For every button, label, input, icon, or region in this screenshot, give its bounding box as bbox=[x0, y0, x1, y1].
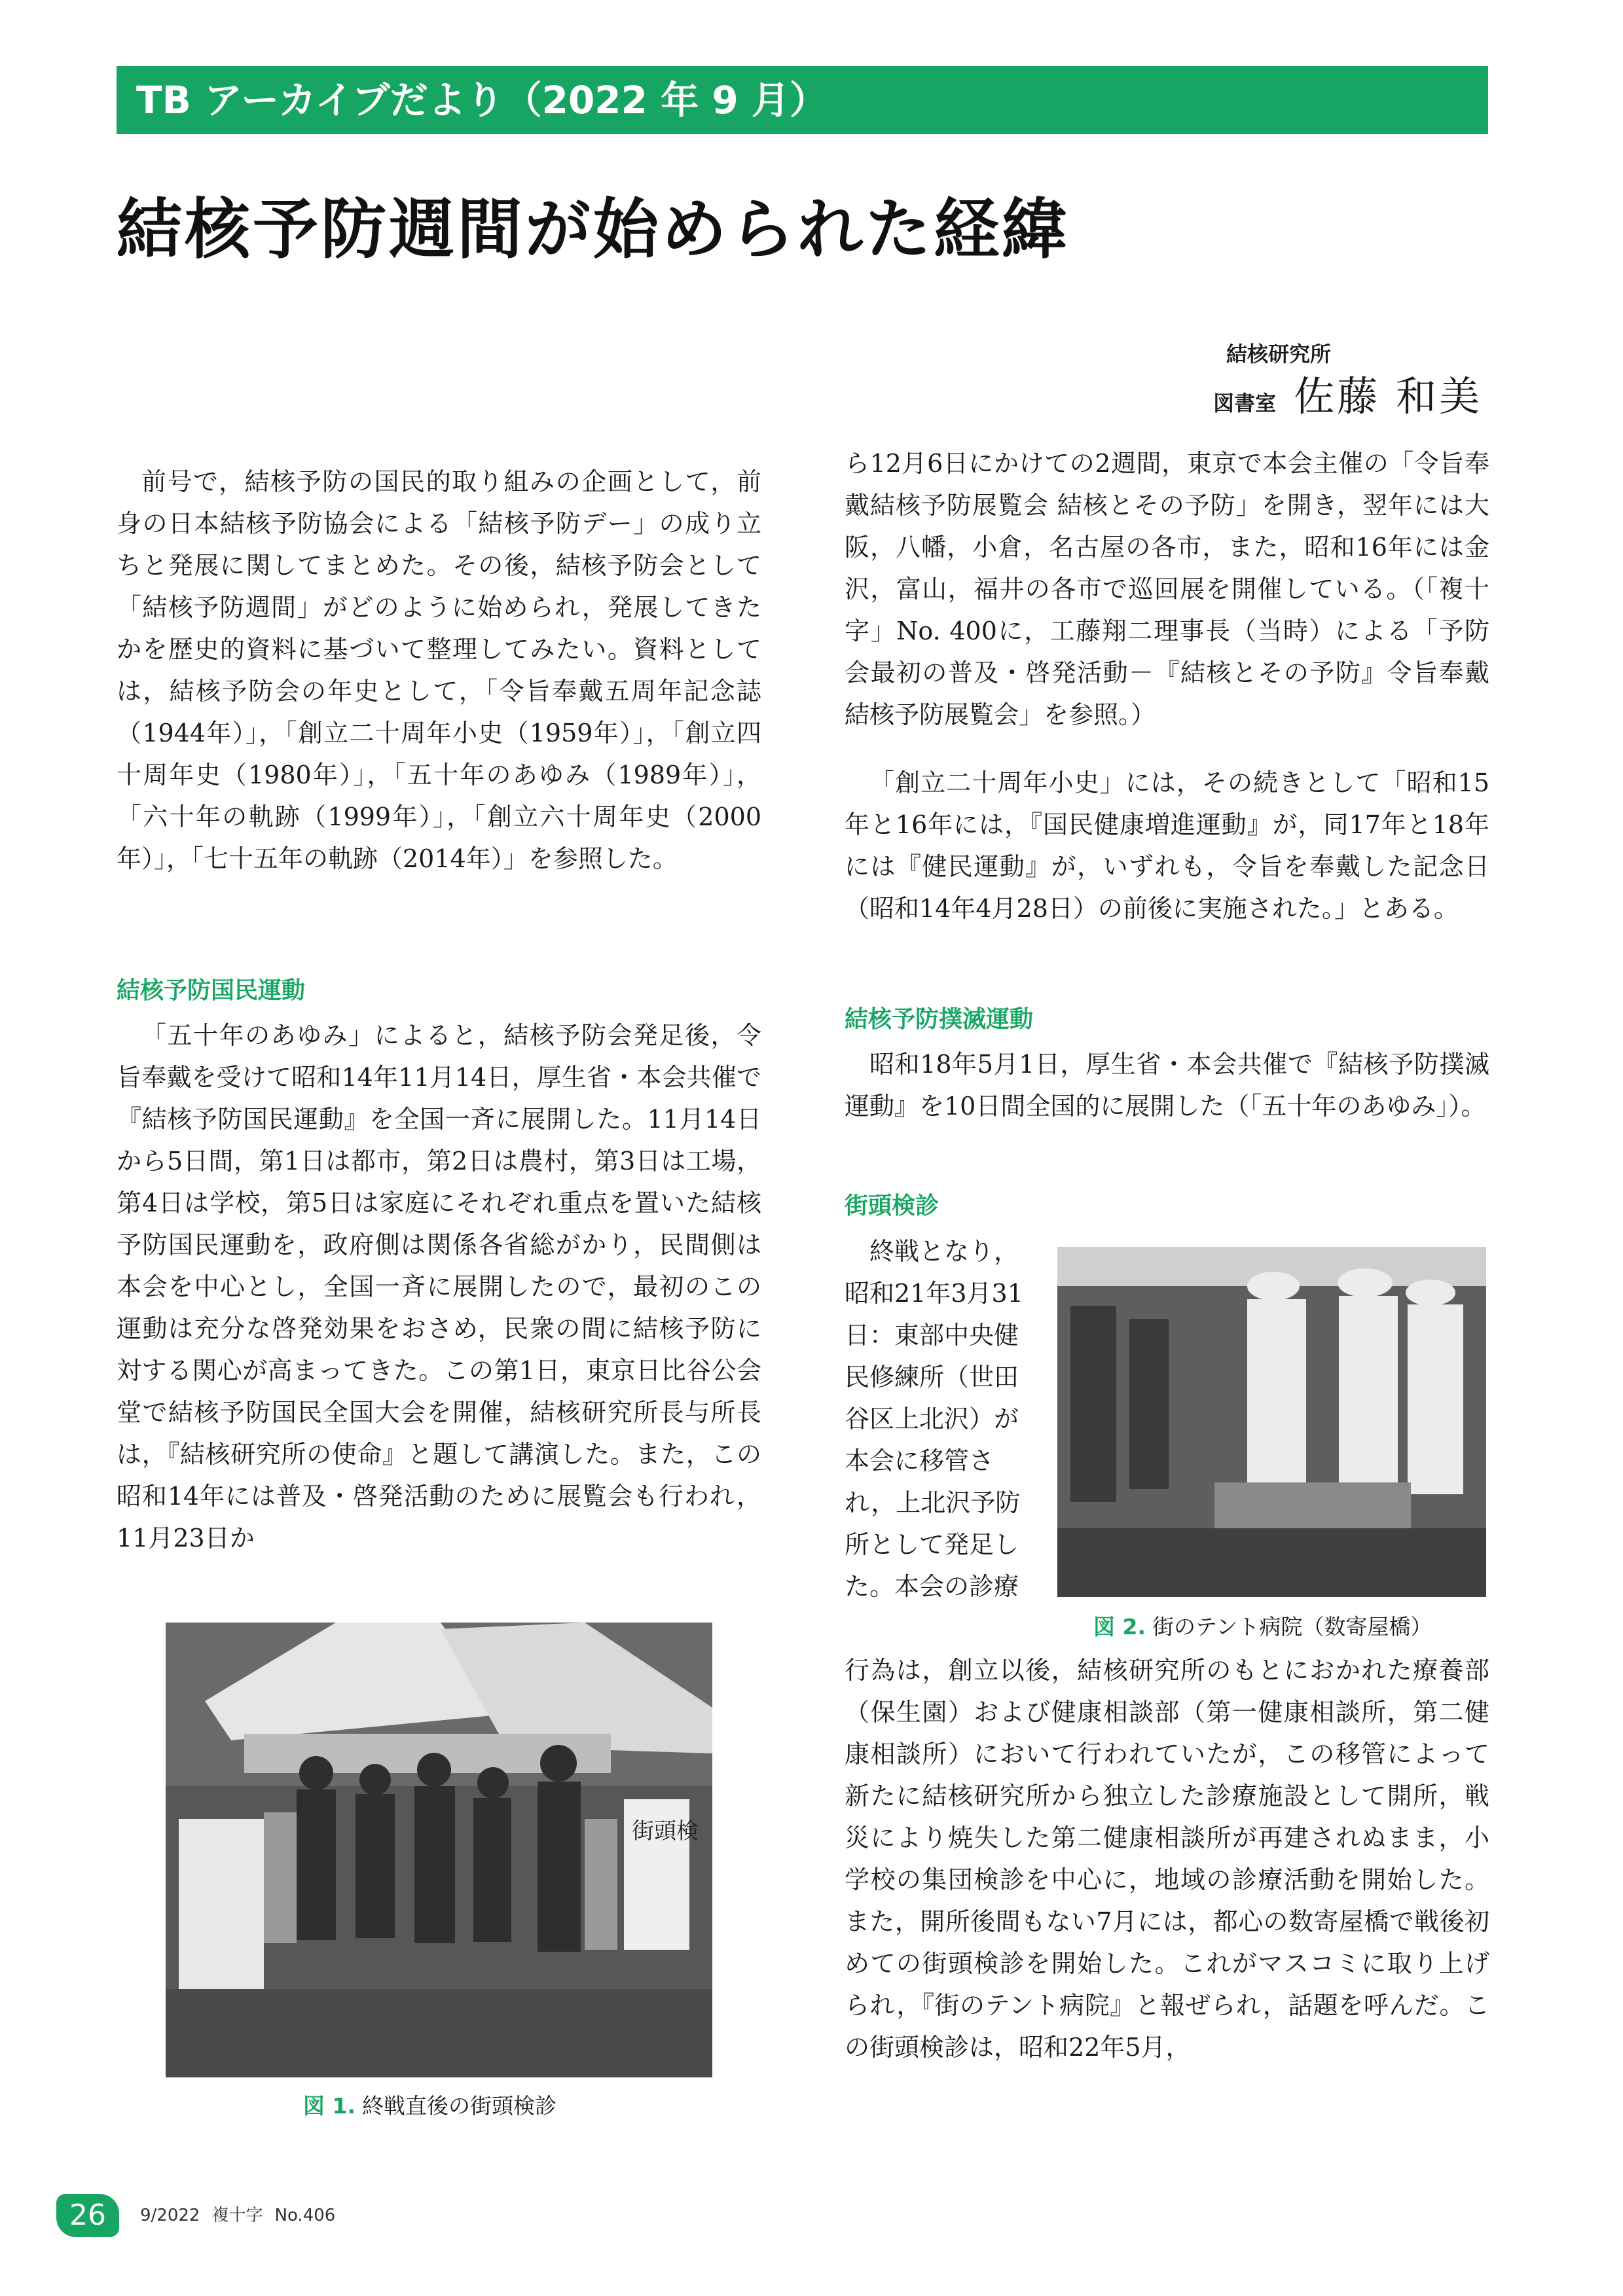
author-byline bbox=[1213, 364, 1482, 422]
author-department: 図書室 bbox=[1213, 391, 1277, 416]
section-bokumetsu-undo-text: 昭和18年5月1日，厚生省・本会共催で『結核予防撲滅運動』を10日間全国的に展開した（「五十年のあゆみ」）。 bbox=[845, 1050, 1489, 1121]
figure-1-caption-text: 終戦直後の街頭検診 bbox=[362, 2093, 556, 2119]
figure-1-photo bbox=[166, 1623, 712, 2077]
street-screening-photo-illustration bbox=[166, 1623, 712, 2077]
series-banner bbox=[117, 66, 1488, 134]
narrow-line: れ，上北沢予防 bbox=[845, 1488, 1021, 1517]
section-gaito-kenshin-text: 行為は，創立以後，結核研究所のもとにおかれた療養部（保生園）および健康相談部（第一健康相談所，第二健康相談所）において行われていたが，この移管によって新たに結核研究所から独立した診療施設として開所，戦災により焼失した第二健康相談所が再建されぬまま，小学校の集団検診を中心に，地域の診療活動を開始した。また，開所後間もない7月には，都心の数寄屋橋で戦後初めての街頭検診を開始した。これがマスコミに取り上げられ，『街のテント病院』と報ぜられ，話題を呼んだ。この街頭検診は，昭和22年5月， bbox=[845, 1656, 1489, 2062]
series-title: TB アーカイブだより（2022 年 9 月） bbox=[136, 78, 828, 122]
page-number-badge bbox=[56, 2194, 119, 2237]
tent-hospital-photo-illustration bbox=[1057, 1247, 1486, 1597]
narrow-line: 昭和21年3月31 bbox=[845, 1279, 1023, 1308]
author-institution: 結核研究所 bbox=[1226, 342, 1331, 367]
narrow-line: 本会に移管さ bbox=[845, 1446, 994, 1475]
figure-2-caption bbox=[1093, 1610, 1432, 1641]
figure-1-label: 図 1. bbox=[303, 2093, 356, 2119]
narrow-line: 日：東部中央健 bbox=[845, 1321, 1019, 1350]
footer-info bbox=[140, 2202, 347, 2226]
section-gaito-kenshin-narrow-lines bbox=[845, 1230, 1041, 1607]
figure-2-photo bbox=[1057, 1247, 1486, 1597]
narrow-line: 終戦となり， bbox=[869, 1237, 1019, 1266]
figure-1-sign-text: 街頭検 bbox=[632, 1818, 699, 1844]
footer-number: No.406 bbox=[274, 2206, 336, 2225]
continuation-paragraph: ら12月6日にかけての2週間，東京で本会主催の「令旨奉戴結核予防展覧会 結核とその予防」を開き，翌年には大阪，八幡，小倉，名古屋の各市，また，昭和16年には金沢，富山，福井の各市で巡回展を開催している。（「複十字」No. 400に，工藤翔二理事長（当時）による「予防会最初の普及・啓発活動－『結核とその予防』令旨奉戴結核予防展覧会」を参照。） bbox=[845, 449, 1489, 729]
intro-paragraph: 前号で，結核予防の国民的取り組みの企画として，前身の日本結核予防協会による「結核予防デー」の成り立ちと発展に関してまとめた。その後，結核予防会として「結核予防週間」がどのように始められ，発展してきたかを歴史的資料に基づいて整理してみたい。資料としては，結核予防会の年史として，「令旨奉戴五周年記念誌（1944年）」，「創立二十周年小史（1959年）」，「創立四十周年史（1980年）」，「五十年のあゆみ（1989年）」，「六十年の軌跡（1999年）」，「創立六十周年史（2000年）」，「七十五年の軌跡（2014年）」を参照した。 bbox=[117, 467, 761, 873]
narrow-line: 民修練所（世田 bbox=[845, 1363, 1019, 1391]
figure-1-caption bbox=[303, 2089, 556, 2120]
figure-2-label: 図 2. bbox=[1093, 1614, 1146, 1640]
footer-magazine: 複十字 bbox=[211, 2206, 263, 2225]
article-title: 結核予防週間が始められた経緯 bbox=[117, 191, 1070, 268]
paragraph-nijusshunen: 「創立二十周年小史」には，その続きとして「昭和15年と16年には，『国民健康増進運動』が，同17年と18年には『健民運動』が，いずれも，令旨を奉戴した記念日（昭和14年4月28日）の前後に実施された。」とある。 bbox=[845, 768, 1489, 923]
narrow-line: た。本会の診療 bbox=[845, 1572, 1019, 1601]
section-heading-bokumetsu-undo: 結核予防撲滅運動 bbox=[845, 1006, 1034, 1033]
figure-2-caption-text: 街のテント病院（数寄屋橋） bbox=[1152, 1614, 1432, 1640]
narrow-line: 所として発足し bbox=[845, 1530, 1019, 1559]
section-heading-kokumin-undo: 結核予防国民運動 bbox=[117, 977, 306, 1004]
page-number: 26 bbox=[69, 2198, 106, 2232]
author-name: 佐藤 和美 bbox=[1294, 372, 1482, 420]
section-kokumin-undo-text: 「五十年のあゆみ」によると，結核予防会発足後，令旨奉戴を受けて昭和14年11月14日，厚生省・本会共催で『結核予防国民運動』を全国一斉に展開した。11月14日から5日間，第1日は都市，第2日は農村，第3日は工場，第4日は学校，第5日は家庭にそれぞれ重点を置いた結核予防国民運動を，政府側は関係各省総がかり，民間側は本会を中心とし，全国一斉に展開したので，最初のこの運動は充分な啓発効果をおさめ，民衆の間に結核予防に対する関心が高まってきた。この第1日，東京日比谷公会堂で結核予防国民全国大会を開催，結核研究所長与所長は，『結核研究所の使命』と題して講演した。また，この昭和14年には普及・啓発活動のために展覧会も行われ，11月23日か bbox=[117, 1021, 761, 1552]
narrow-line: 谷区上北沢）が bbox=[845, 1405, 1019, 1433]
section-heading-gaito-kenshin: 街頭検診 bbox=[845, 1193, 939, 1219]
footer-issue: 9/2022 bbox=[140, 2206, 200, 2225]
